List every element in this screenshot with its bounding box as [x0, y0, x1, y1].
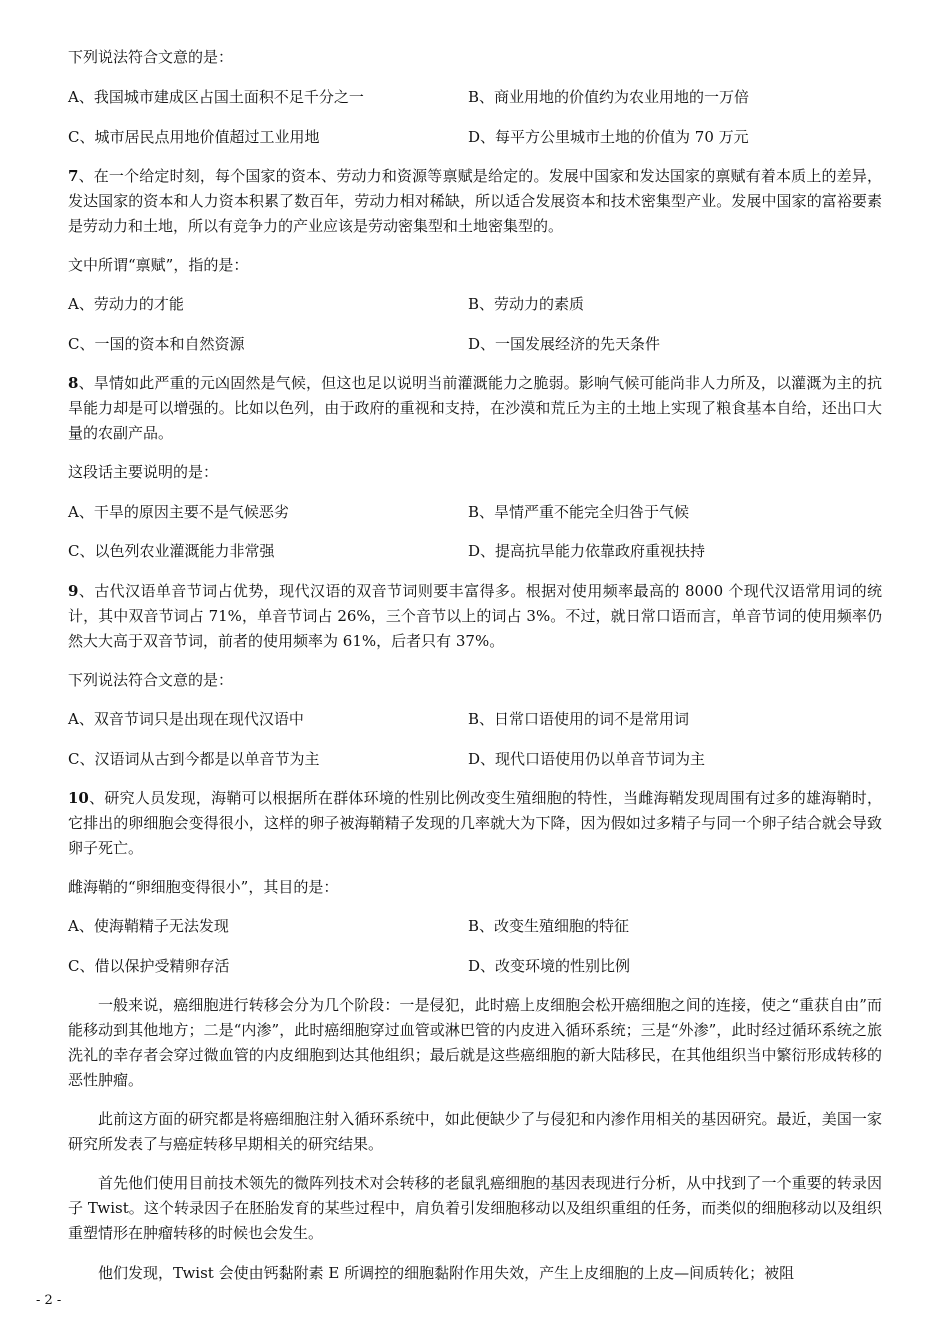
passage-paragraph-2: 此前这方面的研究都是将癌细胞注射入循环系统中，如此便缺少了与侵犯和内渗作用相关的基因研究。最近，美国一家研究所发表了与癌症转移早期相关的研究结果。: [68, 1110, 882, 1153]
prev-option-a: A、我国城市建成区占国土面积不足千分之一: [68, 88, 364, 106]
question-7-option-a: A、劳动力的才能: [68, 295, 184, 313]
question-8-number: 8: [68, 374, 79, 392]
question-9-option-b: B、日常口语使用的词不是常用词: [468, 710, 690, 728]
question-7-prompt: 文中所谓“禀赋”，指的是：: [68, 256, 249, 274]
question-10-option-d: D、改变环境的性别比例: [468, 957, 631, 975]
prev-option-d: D、每平方公里城市土地的价值为 70 万元: [468, 128, 749, 146]
question-8-prompt: 这段话主要说明的是：: [68, 463, 219, 481]
question-9-option-a: A、双音节词只是出现在现代汉语中: [68, 710, 304, 728]
question-10-option-b: B、改变生殖细胞的特征: [468, 917, 630, 935]
passage-paragraph-1: 一般来说，癌细胞进行转移会分为几个阶段：一是侵犯，此时癌上皮细胞会松开癌细胞之间的连接，使之“重获自由”而能移动到其他地方；二是“内渗”，此时癌细胞穿过血管或淋巴管的内皮进入循环系统；三是“外渗”，此时经过循环系统之旅洗礼的幸存者会穿过微血管的内皮细胞到达其他组织；最后就是这些癌细胞的新大陆移民，在其他组织当中繁衍形成转移的恶性肿瘤。: [68, 996, 882, 1089]
question-7-option-d: D、一国发展经济的先天条件: [468, 335, 661, 353]
question-7-number: 7: [68, 167, 79, 185]
question-7-option-c: C、一国的资本和自然资源: [68, 335, 245, 353]
question-10-option-a: A、使海鞘精子无法发现: [68, 917, 229, 935]
question-8-option-d: D、提高抗旱能力依靠政府重视扶持: [468, 542, 706, 560]
question-7-text: 7、在一个给定时刻，每个国家的资本、劳动力和资源等禀赋是给定的。发展中国家和发达国家的禀赋有着本质上的差异，发达国家的资本和人力资本积累了数百年，劳动力相对稀缺，所以适合发展资本和技术密集型产业。发展中国家的富裕要素是劳动力和土地，所以有竞争力的产业应该是劳动密集型和土地密集型的。: [68, 167, 882, 235]
passage-paragraph-4: 他们发现，Twist 会使由钙黏附素 E 所调控的细胞黏附作用失效，产生上皮细胞的上皮—间质转化；被阻: [98, 1264, 795, 1282]
question-9-text: 9、古代汉语单音节词占优势，现代汉语的双音节词则要丰富得多。根据对使用频率最高的 8000 个现代汉语常用词的统计，其中双音节词占 71%，单音节词占 26%，三个音节以上的词占 3%。不过，就日常口语而言，单音节词的使用频率仍然大大高于双音节词，前者的使用频率为 61%，后者只有 37%。: [68, 582, 882, 650]
passage-paragraph-3: 首先他们使用目前技术领先的微阵列技术对会转移的老鼠乳癌细胞的基因表现进行分析，从中找到了一个重要的转录因子 Twist。这个转录因子在胚胎发育的某些过程中，肩负着引发细胞移动以及组织重组的任务，而类似的细胞移动以及组织重塑情形在肿瘤转移的时候也会发生。: [68, 1174, 882, 1242]
question-8-text: 8、旱情如此严重的元凶固然是气候，但这也足以说明当前灌溉能力之脆弱。影响气候可能尚非人力所及，以灌溉为主的抗旱能力却是可以增强的。比如以色列，由于政府的重视和支持，在沙漠和荒丘为主的土地上实现了粮食基本自给，还出口大量的农副产品。: [68, 374, 882, 442]
question-9-number: 9: [68, 582, 79, 600]
question-9-option-d: D、现代口语使用仍以单音节词为主: [468, 750, 706, 768]
prev-question-prompt: 下列说法符合文意的是：: [68, 48, 234, 66]
question-10-option-c: C、借以保护受精卵存活: [68, 957, 230, 975]
prev-option-b: B、商业用地的价值约为农业用地的一万倍: [468, 88, 750, 106]
question-8-option-c: C、以色列农业灌溉能力非常强: [68, 542, 275, 560]
question-8-option-a: A、干旱的原因主要不是气候恶劣: [68, 503, 289, 521]
page-number: - 2 -: [36, 1293, 62, 1308]
prev-option-c: C、城市居民点用地价值超过工业用地: [68, 128, 320, 146]
question-10-prompt: 雌海鞘的“卵细胞变得很小”，其目的是：: [68, 878, 339, 896]
question-10-number: 10: [68, 789, 89, 807]
question-10-text: 10、研究人员发现，海鞘可以根据所在群体环境的性别比例改变生殖细胞的特性，当雌海鞘发现周围有过多的雄海鞘时，它排出的卵细胞会变得很小，这样的卵子被海鞘精子发现的几率就大为下降，因为假如过多精子与同一个卵子结合就会导致卵子死亡。: [68, 789, 882, 857]
question-9-prompt: 下列说法符合文意的是：: [68, 671, 234, 689]
question-7-option-b: B、劳动力的素质: [468, 295, 585, 313]
question-9-option-c: C、汉语词从古到今都是以单音节为主: [68, 750, 320, 768]
question-8-option-b: B、旱情严重不能完全归咎于气候: [468, 503, 690, 521]
